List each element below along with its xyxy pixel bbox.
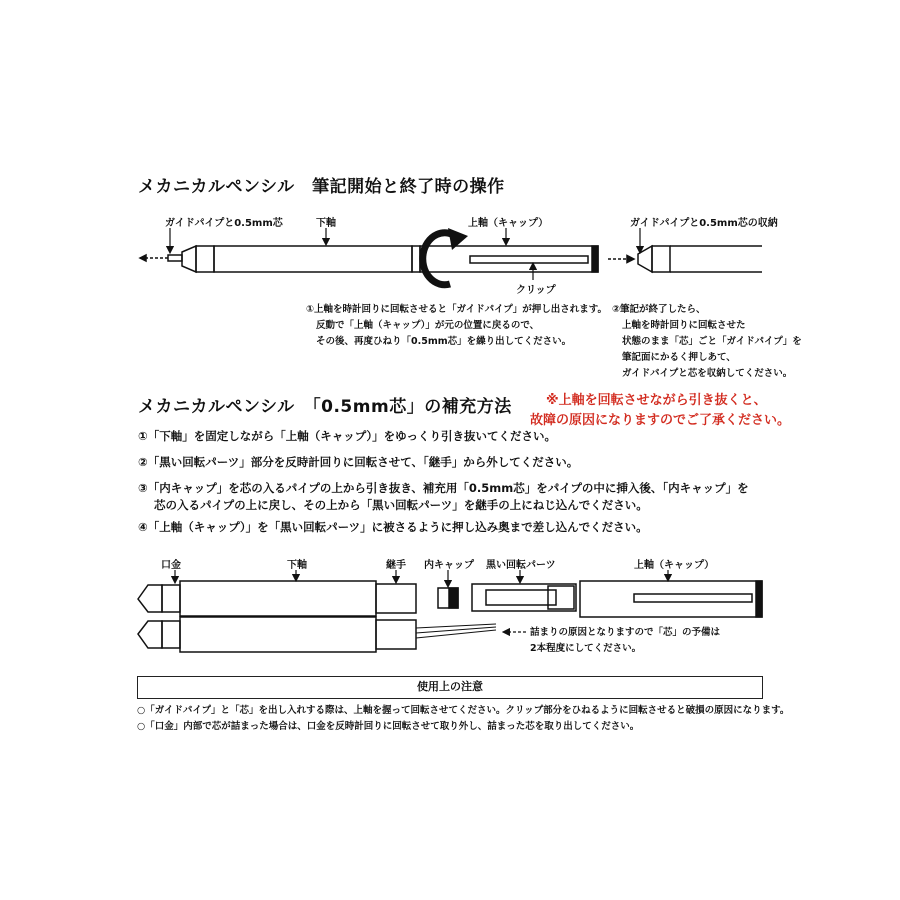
joint-part — [376, 584, 416, 613]
nozzle-part — [138, 585, 162, 612]
guide-pipe — [168, 255, 182, 261]
note2-line: ガイドパイプと芯を収納してください。 — [622, 368, 793, 379]
label-storage: ガイドパイプと0.5mm芯の収納 — [630, 218, 778, 229]
pencil-tip — [182, 246, 196, 272]
note1-line: その後、再度ひねり「0.5mm芯」を繰り出してください。 — [316, 336, 572, 347]
lower-axis-part — [180, 581, 376, 616]
nozzle — [196, 246, 214, 272]
caution-item-2: ○「口金」内部で芯が詰まった場合は、口金を反時計回りに回転させて取り外し、詰まった芯を取り出してください。 — [137, 721, 640, 732]
lead-line — [416, 630, 496, 638]
step-4: ④「上軸（キャップ）」を「黒い回転パーツ」に被さるように押し込み奥まで差し込んでください。 — [138, 520, 648, 534]
upper-axis-clip — [634, 594, 752, 602]
label-lower-axis: 下軸 — [316, 218, 336, 229]
note1-line: ①上軸を時計回りに回転させると「ガイドパイプ」が押し出されます。 — [306, 304, 608, 315]
label-clip: クリップ — [516, 285, 556, 296]
label-upper-axis: 上軸（キャップ） — [468, 218, 549, 229]
black-part-window — [486, 590, 556, 605]
inner-cap-dark — [449, 588, 458, 608]
tube-joint — [376, 620, 416, 649]
lead-note-line: 2本程度にしてください。 — [530, 643, 642, 654]
black-rotating-part — [472, 584, 576, 611]
note2-line: 上軸を時計回りに回転させた — [622, 320, 746, 331]
lead-arrow-icon — [140, 255, 146, 261]
tube-lower-axis — [180, 617, 376, 652]
upper-axis-part — [580, 581, 762, 617]
warning-line: ※上軸を回転させながら引き抜くと、 — [546, 393, 767, 408]
step-1: ①「下軸」を固定しながら「上軸（キャップ）」をゆっくり引き抜いてください。 — [138, 429, 556, 443]
pencil-parts-drawing — [138, 581, 762, 617]
note2-line: 状態のまま「芯」ごと「ガイドパイプ」を — [622, 336, 802, 347]
label-guide-pipe: ガイドパイプと0.5mm芯 — [165, 218, 283, 229]
caution-item-1: ○「ガイドパイプ」と「芯」を出し入れする際は、上軸を握って回転させてください。クリップ部分をひねるように回転させると破損の原因になります。 — [137, 705, 790, 716]
step-3-cont: 芯の入るパイプの上に戻し、その上から「黒い回転パーツ」を継手の上にねじ込んでください。 — [154, 498, 648, 512]
label-inner-cap: 内キャップ — [424, 560, 474, 571]
cap-end — [592, 246, 598, 272]
note2-line: 筆記面にかるく押しあて、 — [622, 352, 736, 363]
push-arrow-icon — [627, 256, 634, 263]
lead-note-line: 詰まりの原因となりますので「芯」の予備は — [530, 627, 721, 638]
label-joint: 継手 — [386, 560, 406, 571]
label-upper-axis-2: 上軸（キャップ） — [634, 560, 715, 571]
stored-body — [670, 246, 762, 272]
section2-title: メカニカルペンシル 「0.5mm芯」の補充方法 — [138, 397, 512, 417]
joint-ring — [412, 246, 420, 272]
stored-nozzle — [652, 246, 670, 272]
label-kuchigane: 口金 — [161, 560, 181, 571]
note1-line: 反動で「上軸（キャップ）」が元の位置に戻るので、 — [316, 320, 540, 331]
note2-line: ②筆記が終了したら、 — [612, 304, 706, 315]
label-lower-axis-2: 下軸 — [287, 560, 307, 571]
pencil-lead-tube-drawing — [138, 617, 496, 652]
pencil-open-drawing — [140, 246, 598, 272]
tube-nozzle — [138, 621, 162, 648]
tube-nozzle-ring — [162, 621, 180, 648]
rotate-clockwise-icon — [423, 228, 468, 285]
step-2: ②「黒い回転パーツ」部分を反時計回りに回転させて、「継手」から外してください。 — [138, 455, 579, 469]
lower-axis-body — [214, 246, 412, 272]
nozzle-part-ring — [162, 585, 180, 612]
caution-title: 使用上の注意 — [137, 676, 763, 699]
upper-axis-body — [420, 246, 598, 272]
label-black-part: 黒い回転パーツ — [486, 560, 556, 571]
upper-axis-end — [756, 581, 762, 617]
section1-title: メカニカルペンシル 筆記開始と終了時の操作 — [138, 177, 505, 197]
warning-line: 故障の原因になりますのでご了承ください。 — [530, 413, 791, 428]
pencil-stored-drawing — [608, 246, 762, 272]
step-3: ③「内キャップ」を芯の入るパイプの上から引き抜き、補充用「0.5mm芯」をパイプの中に挿入後、「内キャップ」を — [138, 481, 749, 495]
clip — [470, 256, 588, 263]
